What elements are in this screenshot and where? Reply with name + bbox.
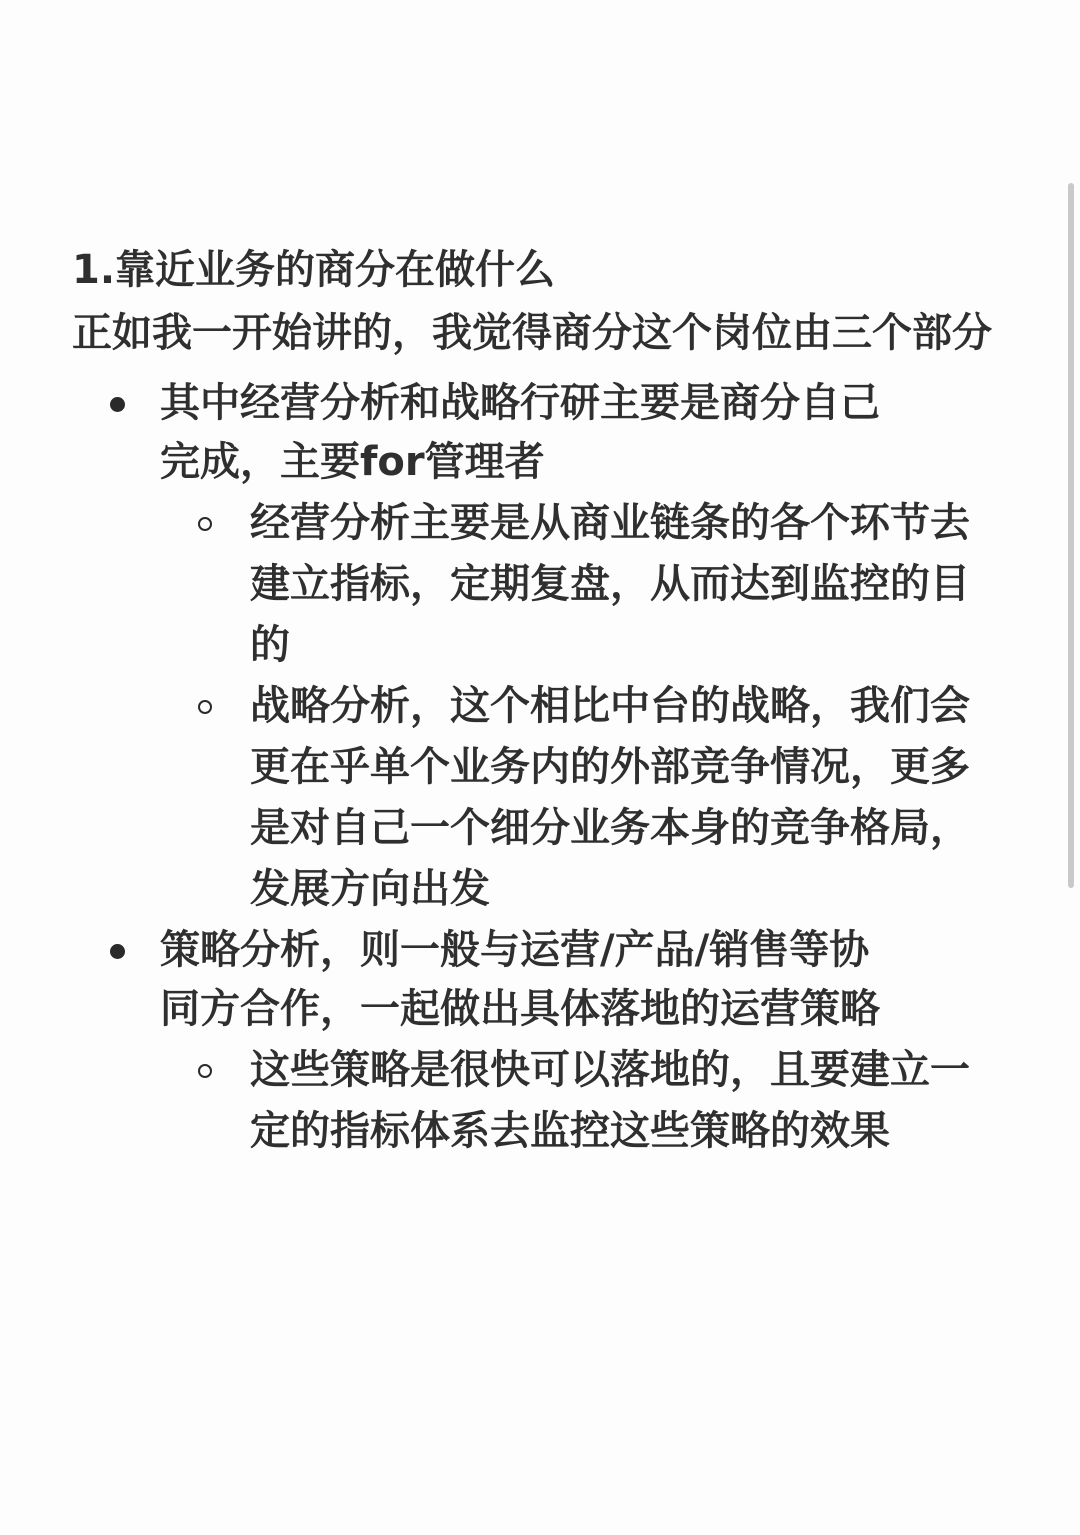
- list-item: [72, 921, 880, 1039]
- list-subitem-text: 这些策略是很快可以落地的，且要建立一定的指标体系去监控这些策略的效果: [250, 1047, 970, 1154]
- vertical-scrollbar[interactable]: [1068, 183, 1074, 888]
- list-subitem: [250, 676, 970, 920]
- note-document: [72, 238, 1012, 1162]
- disc-bullet-icon: [110, 397, 125, 412]
- list-item-text: 策略分析，则一般与运营/产品/销售等协同方合作，一起做出具体落地的运营策略: [160, 927, 880, 1032]
- disc-bullet-icon: [110, 944, 125, 959]
- list-subitem: [250, 493, 970, 676]
- list-item-text: 其中经营分析和战略行研主要是商分自己完成，主要for管理者: [160, 380, 880, 485]
- list-subitem-text: 经营分析主要是从商业链条的各个环节去建立指标，定期复盘，从而达到监控的目的: [250, 500, 970, 668]
- circle-bullet-icon: [198, 517, 212, 531]
- circle-bullet-icon: [198, 700, 212, 714]
- list-subitem: [250, 1040, 970, 1162]
- section-heading: 1.靠近业务的商分在做什么: [72, 247, 556, 293]
- list-subitem-text: 战略分析，这个相比中台的战略，我们会更在乎单个业务内的外部竞争情况，更多是对自己一个细分业务本身的竞争格局，发展方向出发: [250, 683, 970, 912]
- intro-paragraph: 正如我一开始讲的，我觉得商分这个岗位由三个部分: [72, 310, 992, 356]
- list-item: [72, 374, 880, 492]
- circle-bullet-icon: [198, 1064, 212, 1078]
